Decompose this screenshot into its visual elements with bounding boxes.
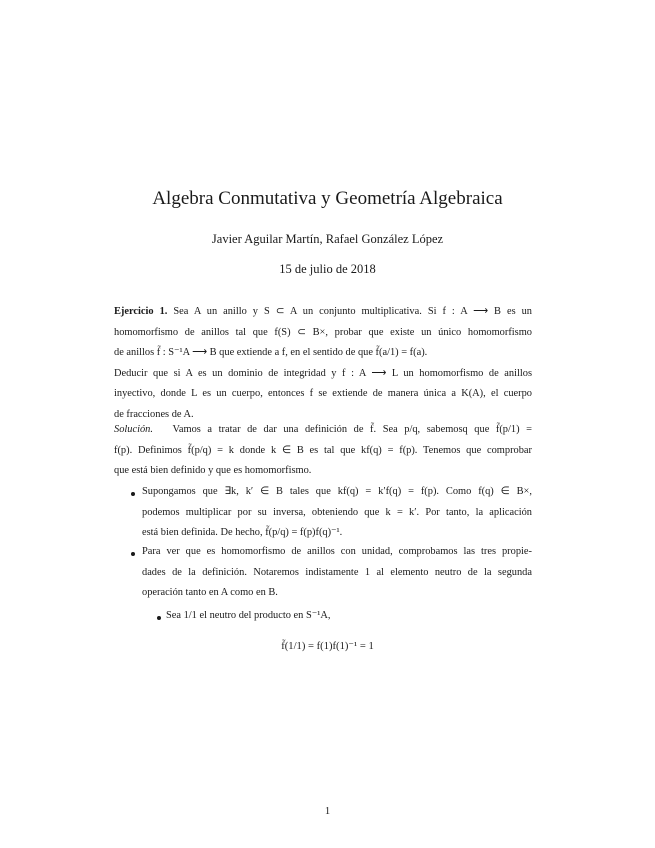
bullet-1-line-3: está bien definida. De hecho, f̃(p/q) = f(p)f(q)⁻¹. — [142, 527, 343, 539]
sub-bullet-item: Sea 1/1 el neutro del producto en S⁻¹A, — [166, 610, 331, 621]
solution-label: Solución. — [114, 424, 153, 435]
display-equation: f̃(1/1) = f(1)f(1)⁻¹ = 1 — [281, 641, 374, 652]
bullet-2-line-2: dades de la definición. Notaremos indistamente 1 al elemento neutro de la segunda — [142, 566, 532, 578]
document-date: 15 de julio de 2018 — [279, 262, 376, 276]
bullet-marker — [131, 552, 135, 556]
solution-line-1: Solución. Vamos a tratar de dar una definición de f̃. Sea p/q, sabemosq que f̃(p/1) = — [114, 424, 532, 435]
exercise-line-1: Ejercicio 1. Sea A un anillo y S ⊂ A un conjunto multiplicativa. Si f : A ⟶ B es un — [114, 306, 532, 317]
exercise-label: Ejercicio 1. — [114, 306, 168, 317]
exercise-line-6: de fracciones de A. — [114, 408, 194, 420]
exercise-line-3: de anillos f̃ : S⁻¹A ⟶ B que extiende a f, en el sentido de que f̃(a/1) = f(a). — [114, 347, 428, 359]
bullet-2-line-1: Para ver que es homomorfismo de anillos con unidad, comprobamos las tres propie- — [142, 546, 532, 557]
exercise-line-2: homomorfismo de anillos tal que f(S) ⊂ B×, probar que existe un único homomorfismo — [114, 326, 532, 338]
bullet-2-line-3: operación tanto en A como en B. — [142, 587, 278, 599]
document-title: Algebra Conmutativa y Geometría Algebraica — [152, 188, 503, 209]
solution-paragraph — [114, 420, 532, 482]
document-authors: Javier Aguilar Martín, Rafael González López — [211, 232, 444, 246]
solution-line-3: que está bien definido y que es homomorfismo. — [114, 465, 312, 477]
exercise-paragraph — [114, 302, 532, 426]
solution-line-2: f(p). Definimos f̃(p/q) = k donde k ∈ B es tal que kf(q) = f(p). Tenemos que comprobar — [114, 444, 532, 456]
exercise-line-5: inyectivo, donde L es un cuerpo, entonces f se extiende de manera única a K(A), el cuerpo — [114, 388, 532, 400]
bullet-item-1 — [142, 482, 532, 544]
page-number: 1 — [324, 806, 331, 817]
bullet-marker — [131, 492, 135, 496]
sub-bullet-marker — [157, 616, 161, 620]
exercise-line-4: Deducir que si A es un dominio de integridad y f : A ⟶ L un homomorfismo de anillos — [114, 367, 532, 379]
bullet-1-line-1: Supongamos que ∃k, k′ ∈ B tales que kf(q) = k′f(q) = f(p). Como f(q) ∈ B×, — [142, 486, 532, 497]
bullet-item-2 — [142, 542, 532, 604]
bullet-1-line-2: podemos multiplicar por su inversa, obteniendo que k = k′. Por tanto, la aplicación — [142, 506, 532, 518]
